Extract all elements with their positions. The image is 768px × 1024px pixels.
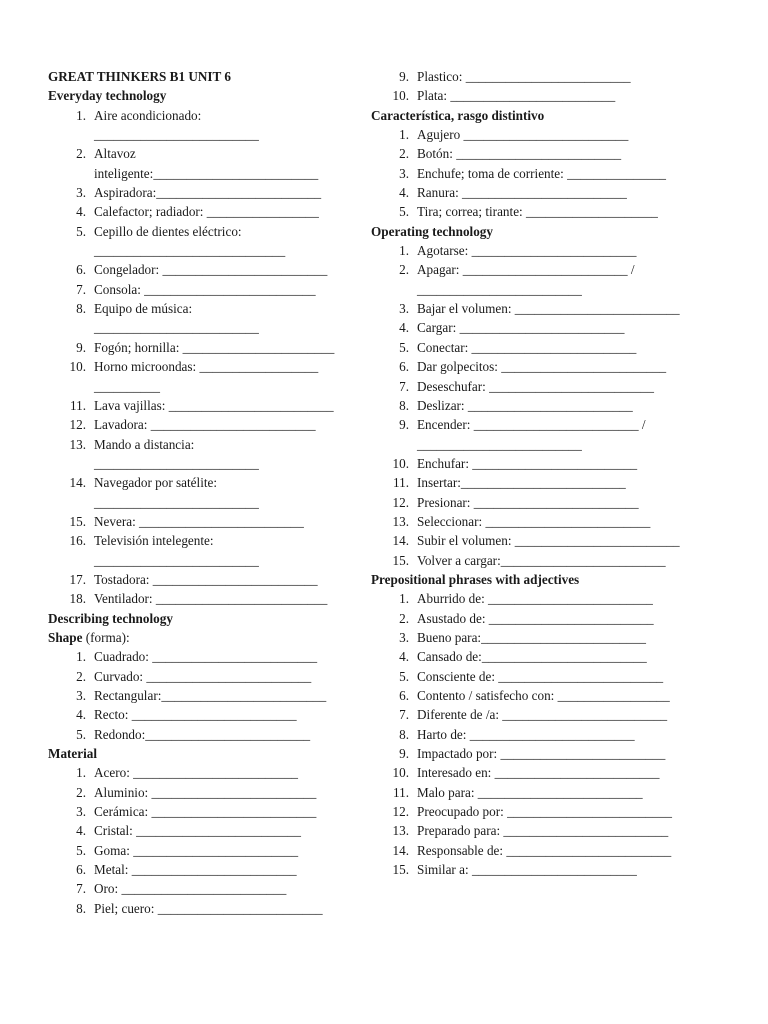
- item-number: 16.: [69, 533, 86, 549]
- list-item: [371, 377, 731, 396]
- item-number: 7.: [76, 281, 86, 297]
- item-number: 5.: [399, 339, 409, 355]
- list-item: [48, 473, 378, 512]
- list-item: [48, 435, 378, 474]
- list-item: [371, 763, 731, 782]
- item-number: 5.: [76, 223, 86, 239]
- everyday-list: [48, 106, 378, 609]
- item-text: Ventilador: __________________________: [94, 591, 328, 607]
- list-item: [371, 183, 731, 202]
- item-text: Metal: _________________________: [94, 862, 297, 878]
- item-text-continued: _________________________: [94, 320, 259, 336]
- list-item: [371, 725, 731, 744]
- item-text: Insertar:_________________________: [417, 475, 626, 491]
- item-number: 6.: [399, 688, 409, 703]
- item-number: 13.: [69, 436, 86, 452]
- list-item: [371, 589, 731, 608]
- list-item: [371, 144, 731, 163]
- item-text: Enchufar: _________________________: [417, 455, 638, 471]
- item-text: Impactado por: _________________________: [417, 746, 666, 762]
- item-text: Cerámica: _________________________: [94, 804, 317, 820]
- item-text: Plata: _________________________: [417, 88, 616, 104]
- item-number: 13.: [392, 823, 409, 839]
- item-number: 3.: [399, 629, 409, 645]
- item-text-continued: _________________________: [417, 281, 582, 297]
- item-number: 4.: [76, 204, 86, 220]
- item-number: 15.: [69, 513, 86, 529]
- item-text: Goma: _________________________: [94, 842, 299, 858]
- item-text: Recto: _________________________: [94, 707, 297, 723]
- list-item: [371, 667, 731, 686]
- item-text: Apagar: _________________________ /: [417, 262, 635, 278]
- item-text: Televisión intelegente:: [94, 533, 214, 549]
- list-item: [48, 415, 378, 434]
- item-text: Aspiradora:_________________________: [94, 185, 322, 201]
- item-text-continued: _________________________: [94, 552, 259, 568]
- list-item: [48, 725, 378, 744]
- item-text: Deseschufar: _________________________: [417, 378, 654, 394]
- item-number: 10.: [392, 765, 409, 781]
- item-text: Redondo:_________________________: [94, 726, 311, 742]
- item-number: 13.: [392, 513, 409, 529]
- item-text: Cepillo de dientes eléctrico:: [94, 223, 242, 239]
- list-item: [48, 512, 378, 531]
- item-number: 6.: [76, 262, 86, 278]
- item-number: 8.: [399, 726, 409, 742]
- list-item: [371, 744, 731, 763]
- item-number: 10.: [392, 455, 409, 471]
- list-item: [371, 686, 731, 705]
- item-text: Equipo de música:: [94, 301, 193, 317]
- list-item: [371, 473, 731, 492]
- item-number: 2.: [399, 262, 409, 278]
- item-number: 8.: [76, 301, 86, 317]
- item-text: Volver a cargar:_________________________: [417, 552, 666, 568]
- item-number: 1.: [399, 243, 409, 259]
- list-item: [48, 802, 378, 821]
- list-item: [48, 783, 378, 802]
- item-number: 15.: [392, 862, 409, 878]
- item-number: 11.: [70, 397, 86, 413]
- item-number: 1.: [76, 765, 86, 781]
- list-item: [371, 299, 731, 318]
- item-number: 9.: [399, 746, 409, 762]
- item-text: Aburrido de: _________________________: [417, 591, 653, 607]
- item-text: Piel; cuero: _________________________: [94, 900, 323, 916]
- item-text: Congelador: _________________________: [94, 262, 328, 278]
- list-item: [371, 86, 731, 105]
- list-item: [48, 299, 378, 338]
- shape-heading-suffix: (forma):: [82, 629, 130, 645]
- list-item: [371, 202, 731, 221]
- item-text: Fogón; hornilla: _______________________: [94, 339, 335, 355]
- right-column: [371, 67, 731, 879]
- item-text: Agujero _________________________: [417, 127, 629, 143]
- item-text: Consciente de: _________________________: [417, 668, 664, 684]
- item-number: 7.: [399, 707, 409, 723]
- item-text: Cargar: _________________________: [417, 320, 625, 336]
- item-number: 9.: [76, 339, 86, 355]
- list-item: [48, 647, 378, 666]
- item-number: 4.: [399, 185, 409, 201]
- item-number: 3.: [76, 804, 86, 820]
- section-heading-operating: Operating technology: [371, 223, 493, 239]
- shape-heading-label: Shape: [48, 629, 83, 645]
- list-item: [48, 183, 378, 202]
- item-text: Mando a distancia:: [94, 436, 195, 452]
- item-number: 3.: [399, 301, 409, 317]
- item-text: Navegador por satélite:: [94, 475, 218, 491]
- item-number: 15.: [392, 552, 409, 568]
- section-heading-prepositional: Prepositional phrases with adjectives: [371, 571, 580, 587]
- list-item: [48, 202, 378, 221]
- item-number: 3.: [76, 185, 86, 201]
- list-item: [48, 396, 378, 415]
- list-item: [48, 280, 378, 299]
- item-number: 2.: [399, 610, 409, 626]
- item-text: Agotarse: _________________________: [417, 243, 637, 259]
- item-number: 7.: [399, 378, 409, 394]
- item-number: 12.: [69, 417, 86, 433]
- list-item: [371, 338, 731, 357]
- item-text: Deslizar: _________________________: [417, 397, 633, 413]
- item-text-continued: _________________________: [417, 436, 582, 452]
- item-number: 14.: [69, 475, 86, 491]
- item-number: 10.: [69, 359, 86, 375]
- item-number: 12.: [392, 804, 409, 820]
- list-item: [371, 125, 731, 144]
- section-heading-describing: Describing technology: [48, 610, 173, 626]
- item-text: Cuadrado: _________________________: [94, 649, 318, 665]
- section-heading-shape: [48, 628, 378, 647]
- item-text-continued: _____________________________: [94, 243, 286, 259]
- item-number: 12.: [392, 494, 409, 510]
- item-text: Lavadora: _________________________: [94, 417, 316, 433]
- caracteristica-list: [371, 125, 731, 222]
- list-item: [48, 260, 378, 279]
- item-text: Presionar: _________________________: [417, 494, 639, 510]
- section-heading-material: Material: [48, 746, 98, 762]
- shape-list: [48, 647, 378, 744]
- item-text: Cristal: _________________________: [94, 823, 301, 839]
- list-item: [48, 667, 378, 686]
- item-number: 4.: [399, 320, 409, 336]
- list-item: [371, 531, 731, 550]
- item-text: Subir el volumen: _________________________: [417, 533, 680, 549]
- item-number: 9.: [399, 69, 409, 84]
- material-list-continued: [371, 67, 731, 106]
- list-item: [371, 396, 731, 415]
- list-item: [371, 705, 731, 724]
- item-number: 5.: [76, 726, 86, 742]
- item-text: Rectangular:_________________________: [94, 688, 327, 703]
- item-text: Acero: _________________________: [94, 765, 299, 781]
- list-item: [48, 357, 378, 396]
- item-number: 6.: [76, 862, 86, 878]
- item-text: Harto de: _________________________: [417, 726, 635, 742]
- item-text: Seleccionar: _________________________: [417, 513, 651, 529]
- item-number: 2.: [76, 146, 86, 162]
- item-number: 18.: [69, 591, 86, 607]
- list-item: [48, 879, 378, 898]
- section-heading-caracteristica: Característica, rasgo distintivo: [371, 107, 545, 123]
- list-item: [48, 570, 378, 589]
- item-text: Bajar el volumen: _________________________: [417, 301, 680, 317]
- list-item: [48, 686, 378, 705]
- page-title: GREAT THINKERS B1 UNIT 6: [48, 69, 231, 84]
- item-number: 11.: [393, 784, 409, 800]
- list-item: [48, 841, 378, 860]
- list-item: [371, 841, 731, 860]
- list-item: [371, 609, 731, 628]
- item-text: Altavoz: [94, 146, 136, 162]
- list-item: [48, 860, 378, 879]
- list-item: [371, 551, 731, 570]
- item-text: Horno microondas: __________________: [94, 359, 319, 375]
- item-text: Plastico: _________________________: [417, 69, 631, 84]
- item-number: 4.: [76, 823, 86, 839]
- list-item: [371, 318, 731, 337]
- list-item: [371, 415, 731, 454]
- item-text: Aire acondicionado:: [94, 107, 202, 123]
- item-number: 11.: [393, 475, 409, 491]
- list-item: [48, 106, 378, 145]
- item-text: Bueno para:_________________________: [417, 629, 646, 645]
- item-number: 17.: [69, 571, 86, 587]
- item-text-continued: _________________________: [94, 494, 259, 510]
- material-list: [48, 763, 378, 918]
- list-item: [371, 512, 731, 531]
- item-text: Interesado en: _________________________: [417, 765, 660, 781]
- list-item: [371, 821, 731, 840]
- list-item: [371, 357, 731, 376]
- item-text-continued: __________: [94, 378, 160, 394]
- item-text: Curvado: _________________________: [94, 668, 312, 684]
- item-text: Calefactor; radiador: _________________: [94, 204, 319, 220]
- list-item: [371, 647, 731, 666]
- item-text-continued: _________________________: [94, 455, 259, 471]
- item-number: 1.: [76, 649, 86, 665]
- item-number: 1.: [76, 107, 86, 123]
- item-number: 4.: [76, 707, 86, 723]
- list-item: [371, 860, 731, 879]
- item-text-continued: inteligente:_________________________: [94, 165, 319, 181]
- item-text: Asustado de: _________________________: [417, 610, 654, 626]
- list-item: [371, 802, 731, 821]
- list-item: [371, 493, 731, 512]
- item-text: Cansado de:_________________________: [417, 649, 647, 665]
- item-text: Dar golpecitos: _________________________: [417, 359, 667, 375]
- item-number: 6.: [399, 359, 409, 375]
- list-item: [371, 783, 731, 802]
- item-text-continued: _________________________: [94, 127, 259, 143]
- list-item: [48, 899, 378, 918]
- item-text: Preocupado por: _________________________: [417, 804, 672, 820]
- item-text: Tira; correa; tirante: ____________________: [417, 204, 658, 220]
- list-item: [371, 260, 731, 299]
- list-item: [371, 67, 731, 86]
- item-text: Nevera: _________________________: [94, 513, 304, 529]
- item-number: 3.: [399, 165, 409, 181]
- item-number: 2.: [76, 784, 86, 800]
- list-item: [48, 589, 378, 608]
- item-number: 14.: [392, 533, 409, 549]
- list-item: [48, 705, 378, 724]
- item-number: 7.: [76, 881, 86, 897]
- item-number: 4.: [399, 649, 409, 665]
- item-number: 5.: [399, 204, 409, 220]
- item-number: 5.: [399, 668, 409, 684]
- item-text: Preparado para: _________________________: [417, 823, 669, 839]
- item-number: 14.: [392, 842, 409, 858]
- item-text: Malo para: _________________________: [417, 784, 643, 800]
- operating-list: [371, 241, 731, 570]
- item-text: Oro: _________________________: [94, 881, 287, 897]
- item-number: 1.: [399, 591, 409, 607]
- item-text: Enchufe; toma de corriente: _______________: [417, 165, 667, 181]
- list-item: [371, 628, 731, 647]
- item-text: Ranura: _________________________: [417, 185, 627, 201]
- item-text: Tostadora: _________________________: [94, 571, 318, 587]
- list-item: [48, 144, 378, 183]
- item-text: Encender: _________________________ /: [417, 417, 646, 433]
- list-item: [48, 821, 378, 840]
- list-item: [48, 763, 378, 782]
- list-item: [48, 338, 378, 357]
- item-number: 10.: [392, 88, 409, 104]
- item-number: 8.: [399, 397, 409, 413]
- section-heading-everyday: Everyday technology: [48, 88, 167, 104]
- item-number: 2.: [76, 668, 86, 684]
- item-text: Consola: __________________________: [94, 281, 316, 297]
- item-text: Aluminio: _________________________: [94, 784, 317, 800]
- item-number: 2.: [399, 146, 409, 162]
- item-text: Responsable de: _________________________: [417, 842, 672, 858]
- list-item: [371, 164, 731, 183]
- item-text: Botón: _________________________: [417, 146, 622, 162]
- list-item: [48, 222, 378, 261]
- item-number: 9.: [399, 417, 409, 433]
- list-item: [48, 531, 378, 570]
- list-item: [371, 241, 731, 260]
- prepositional-list: [371, 589, 731, 879]
- left-column: [48, 67, 378, 918]
- item-number: 8.: [76, 900, 86, 916]
- item-text: Similar a: _________________________: [417, 862, 637, 878]
- item-text: Diferente de /a: _________________________: [417, 707, 668, 723]
- item-number: 1.: [399, 127, 409, 143]
- item-text: Conectar: _________________________: [417, 339, 637, 355]
- item-text: Contento / satisfecho con: _________________: [417, 688, 670, 703]
- item-number: 3.: [76, 688, 86, 703]
- item-text: Lava vajillas: _________________________: [94, 397, 334, 413]
- list-item: [371, 454, 731, 473]
- item-number: 5.: [76, 842, 86, 858]
